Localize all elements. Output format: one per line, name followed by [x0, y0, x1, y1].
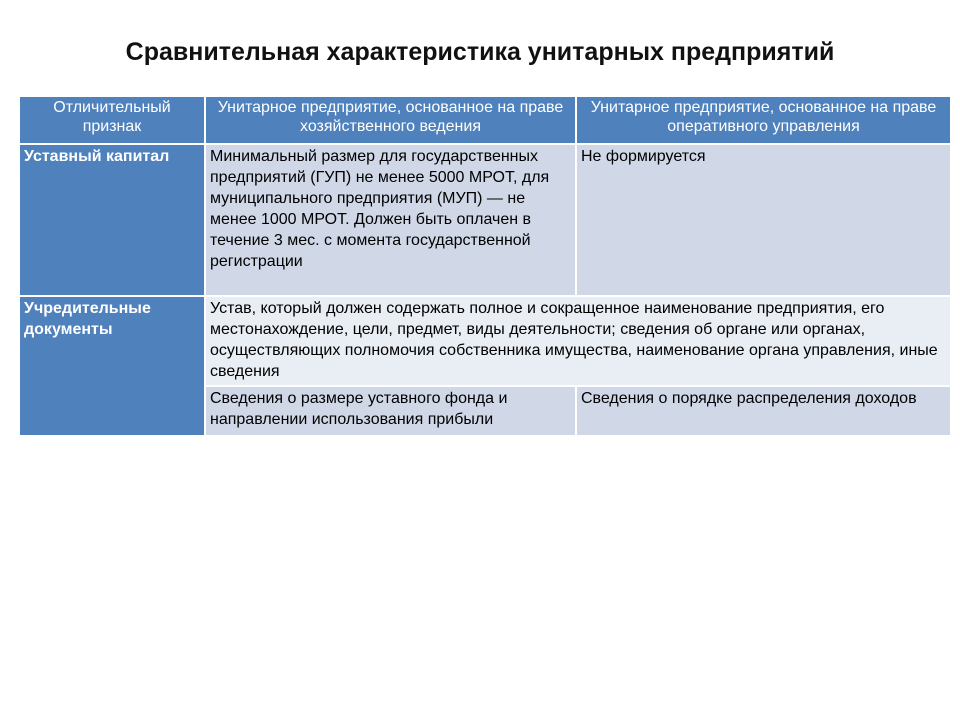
row-label-capital: Уставный капитал: [19, 144, 205, 296]
table-row-capital: [19, 144, 951, 296]
capital-operative-cell: Не формируется: [576, 144, 951, 296]
documents-common-cell: Устав, который должен содержать полное и сокращенное наименование предприятия, его местонахождение, цели, предмет, виды деятельности; сведения об органе или органах, осуществляющих полномочия собственника имущества, наименование органа управления, иные сведения: [205, 296, 951, 386]
header-feature: Отличительный признак: [19, 96, 205, 144]
comparison-table: [18, 95, 952, 437]
table-header-row: [19, 96, 951, 144]
row-label-documents: Учредительные документы: [19, 296, 205, 436]
table-row-documents: [19, 296, 951, 386]
header-operative-management: Унитарное предприятие, основанное на праве оперативного управления: [576, 96, 951, 144]
slide-title: Сравнительная характеристика унитарных предприятий: [125, 38, 835, 66]
documents-economic-cell: Сведения о размере уставного фонда и направлении использования прибыли: [205, 386, 576, 436]
header-economic-management: Унитарное предприятие, основанное на праве хозяйственного ведения: [205, 96, 576, 144]
capital-economic-cell: Минимальный размер для государственных предприятий (ГУП) не менее 5000 МРОТ, для муниципального предприятия (МУП) — не менее 1000 МРОТ. Должен быть оплачен в течение 3 мес. с момента государственной регистрации: [205, 144, 576, 296]
documents-operative-cell: Сведения о порядке распределения доходов: [576, 386, 951, 436]
